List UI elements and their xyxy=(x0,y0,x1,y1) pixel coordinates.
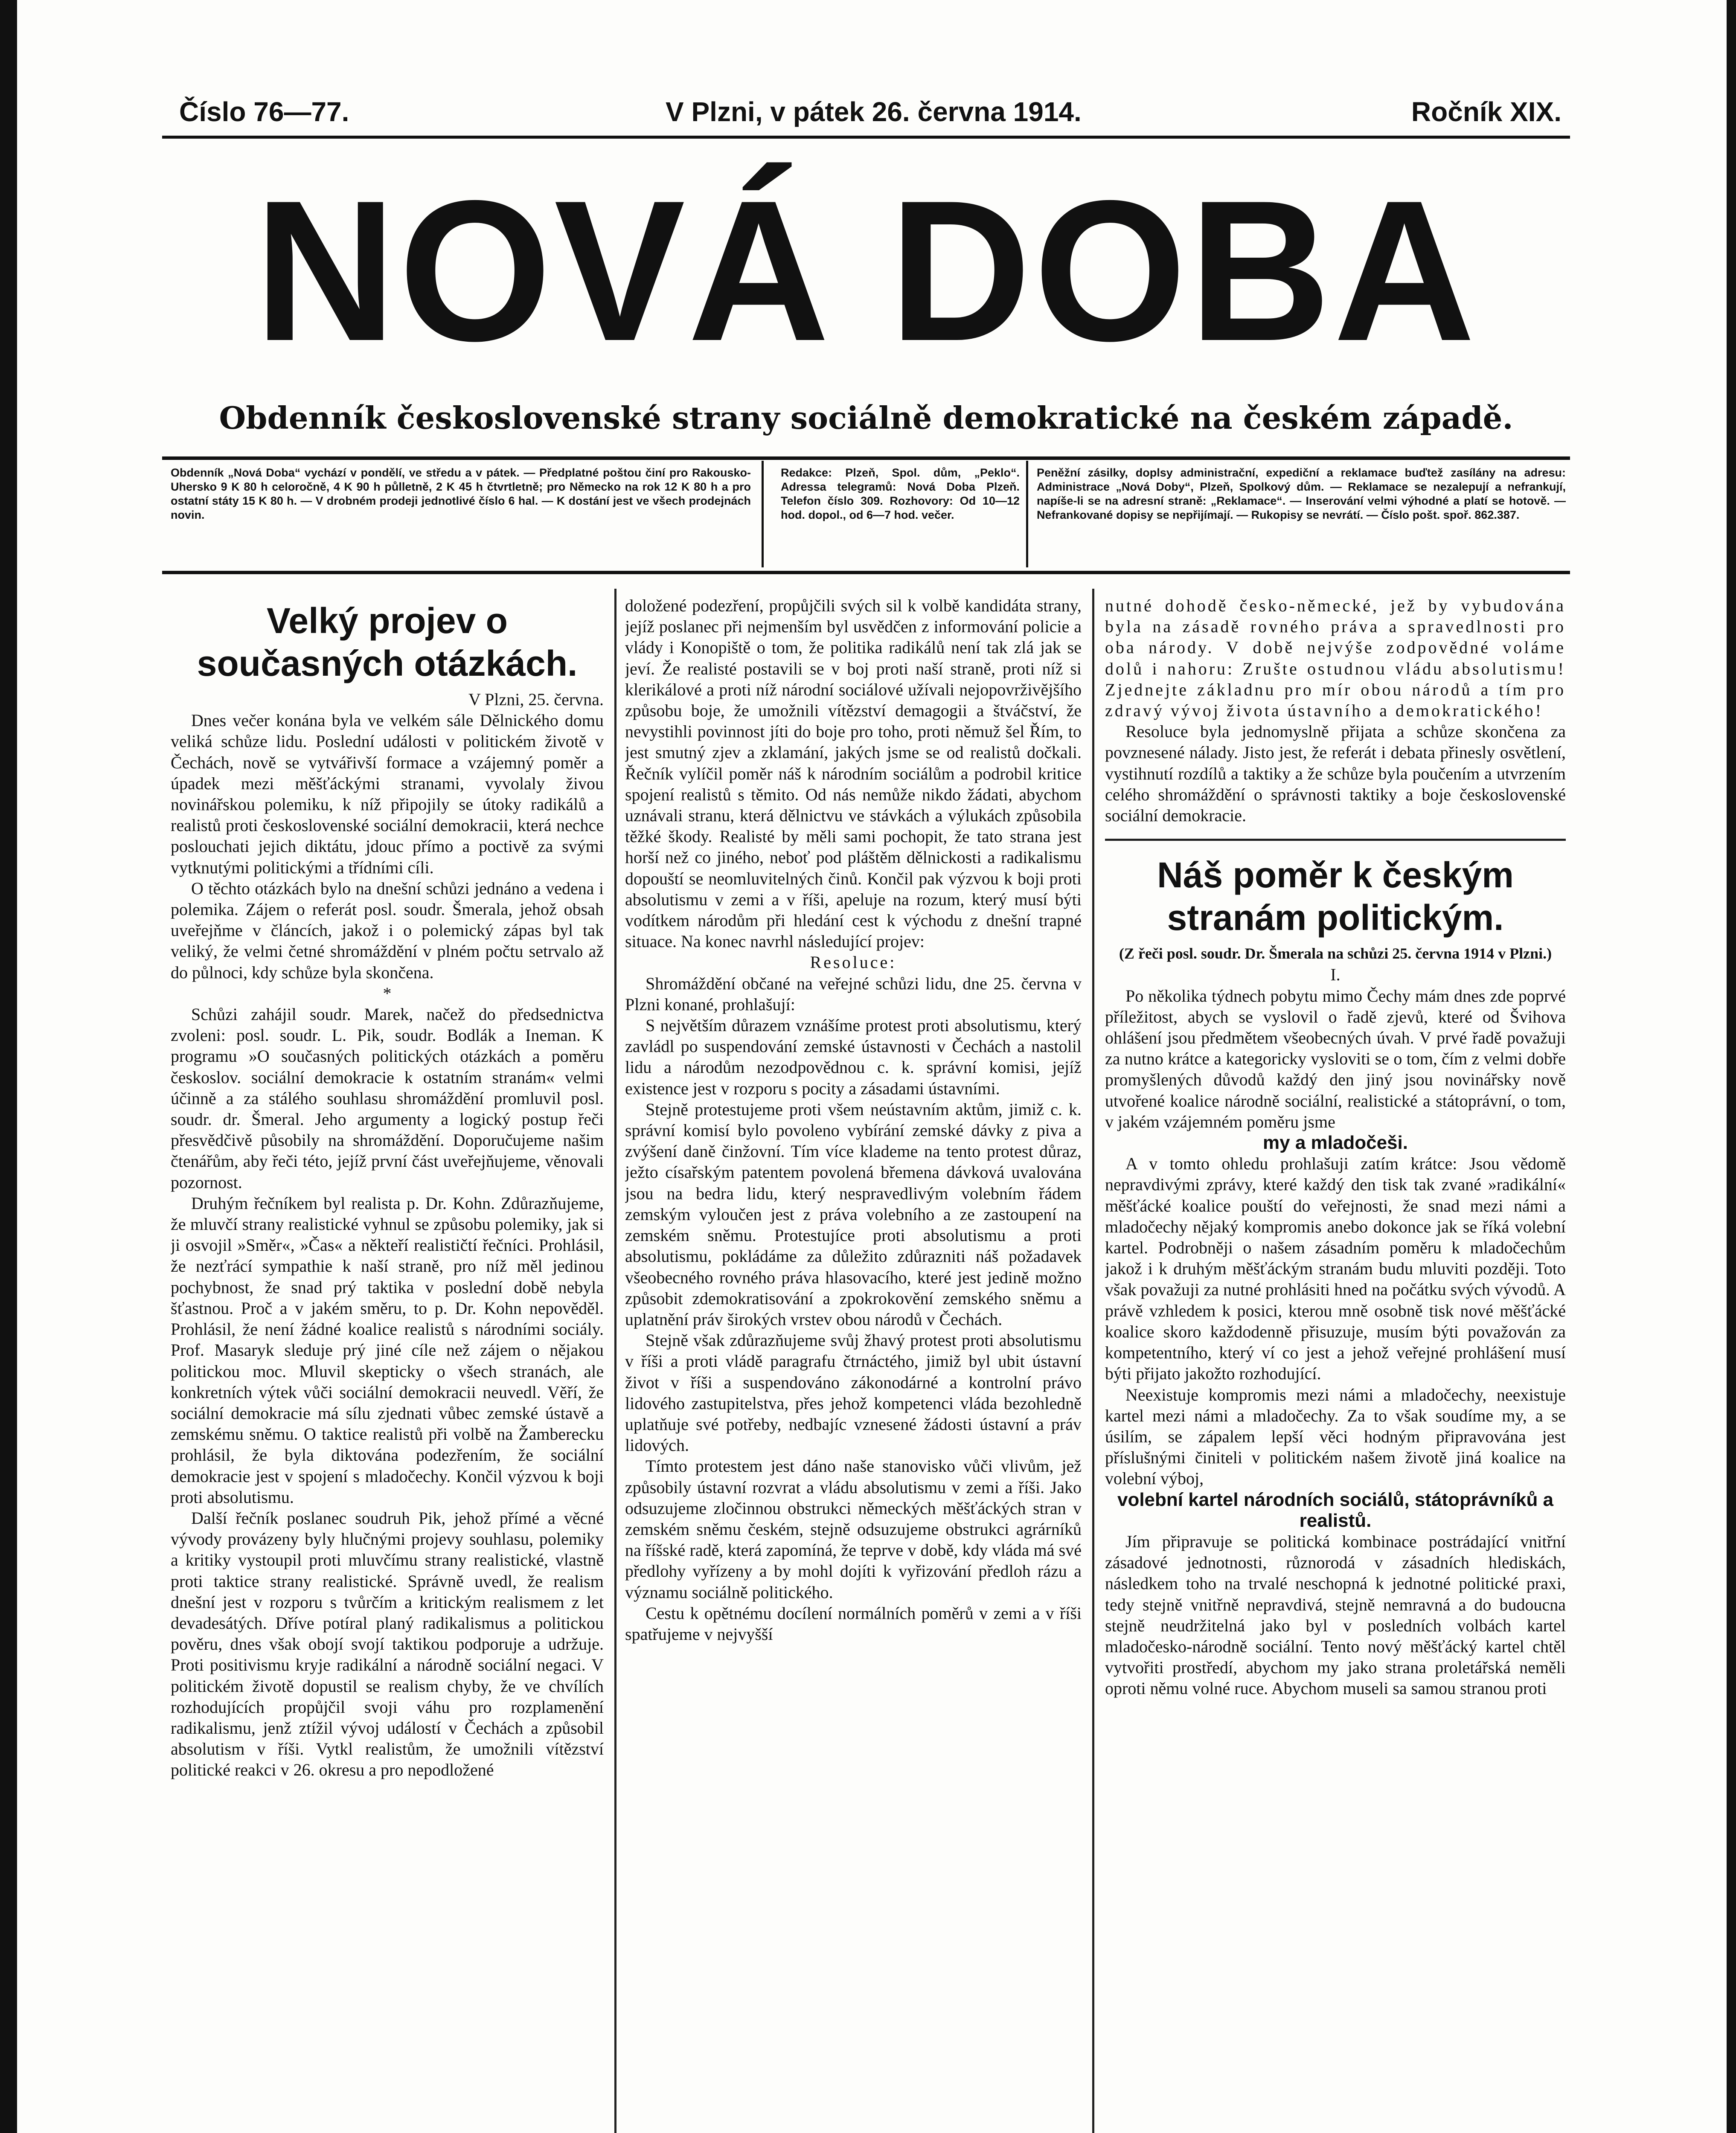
article-byline: (Z řeči posl. soudr. Dr. Šmerala na schůzi 25. června 1914 v Plzni.) xyxy=(1119,945,1552,962)
paragraph: Shromáždění občané na veřejné schůzi lidu, dne 25. června v Plzni konané, prohlašují: xyxy=(625,974,1082,1014)
paragraph: Další řečník poslanec soudruh Pik, jehož přímé a věcné vývody provázeny byly hlučnými projevy souhlasu, polemiky a kritiky vystoupil proti mluvčímu strany realistické, vlastně proti taktice strany realistické. Správně uvedl, že realism dnešní jest v rozporu s tvůrčím a kritickým realismem z let devadesátých. Dříve potíral planý radikalismus a politickou pověru, dnes však obojí svojí taktikou podporuje a udržuje. Proti positivismu kryje radikální a národně sociální negaci. V politickém životě dopustil se realism chyby, že ve chvílích rozhodujících propůjčil svoji váhu pro rozplamenění radikalismu, jenž ztížil vývoj událostí v Čechách a způsobil absolutism v říši. Vytkl realistům, že umožnili vítězství politické reakci v 26. okresu a pro nepodložené xyxy=(171,1508,604,1780)
scan-border-left xyxy=(0,0,17,2133)
article-title-1: Velký projev o současných otázkách. xyxy=(197,601,578,683)
payment-info: Peněžní zásilky, doplsy administrační, expediční a reklamace buďtež zasílány na adresu: Administrace „Nová Doby“, Plzeň, Spolkový dům. — Reklamace se nezalepují a nefrankují, napíše-li se na adresní straně: „Reklamace“. — Inserování velmi výhodné a platí se hotově. — Nefrankované dopisy se nepřijímají. — Rukopisy se nevrátí. — Číslo pošt. spoř. 862.387. xyxy=(1037,466,1566,521)
paragraph: nutné dohodě česko-německé, jež by vybudována byla na zásadě rovného práva a spravedlnosti pro oba národy. V době nejvýše zodpovědné voláme dolů i nahoru: Zrušte ostudnou vládu absolutismu! Zjednejte základnu pro mír obou národů a tím pro zdravý vývoj života ústavního a demokratického! xyxy=(1105,596,1566,721)
paragraph: doložené podezření, propůjčili svých sil k volbě kandidáta strany, jejíž poslanec při nejmenším byl usvědčen z informování policie a vlády i Konopiště o tom, že politika radikálů není tak zlá jak se jeví. Že realisté postavili se v boj proti naší straně, proti níž si klerikálové a proti níž národní sociálové užívali nejopovrživějšího způsobu boje, že umožnili vítězství demagogii a štváčství, že nevystihli povinnost jíti do boje pro toho, proti němuž šel Řím, to jest smutný zjev a zklamání, jakých jsme se od realistů dočkali. Řečník vylíčil poměr náš k národním sociálům a podrobil kritice spojení realistů s těmito. Od nás nemůže nikdo žádati, abychom uznávali stranu, která dělnictvu ve stávkách a výlukách způsobila těžké škody. Realisté by měli sami pochopit, že tato strana jest horší než co jiného, neboť pod pláštěm dělnickosti a radikalismu dopouští se neomluvitelných činů. Končil pak výzvou k boji proti absolutismu v zemi a v říši, apeluje na rozum, který musí býti vodítkem národům při hledání cest k východu z dnešní trapné situace. Na konec navrhl následující projev: xyxy=(625,596,1082,951)
masthead-title: NOVÁ DOBA xyxy=(254,159,1478,383)
paragraph: Dnes večer konána byla ve velkém sále Dělnického domu veliká schůze lidu. Poslední události v politickém životě v Čechách, nově se vytvářivší formace a vzájemný poměr a úpadek mezi měšťáckými stranami, vyvolaly živou novinářskou polemiku, k níž připojily se útoky radikálů a realistů proti československé sociální demokracii, která nechce poslouchati jejich diktátu, jdouc přímo a poctivě za svými vytknutými politickými a třídními cíli. xyxy=(171,711,604,877)
paragraph: Schůzi zahájil soudr. Marek, načež do předsednictva zvoleni: posl. soudr. L. Pik, soudr. Bodlák a Ineman. K programu »O současných politických otázkách a poměru českoslov. sociální demokracie k ostatním stranám« velmi účinně a za stálého souhlasu shromáždění promluvil posl. soudr. dr. Šmeral. Jeho argumenty a logický postup řeči přesvědčivě působily na shromáždění. Doporučujeme našim čtenářům, aby řeči této, jejíž první část uveřejňujeme, věnovali pozornost. xyxy=(171,1005,604,1192)
article-title-2: Náš poměr k českým stranám politickým. xyxy=(1157,855,1514,938)
info-divider-1 xyxy=(762,461,764,567)
paragraph: Neexistuje kompromis mezi námi a mladočechy, neexistuje kartel mezi námi a mladočechy. Za to však soudíme my, a se úsilím, se zápalem lepší věci hodným připravována jest příslušnými činiteli v politickém našem životě jiná koalice na volební výboj, xyxy=(1105,1385,1566,1488)
column-rule-1 xyxy=(614,589,616,2133)
info-divider-2 xyxy=(1026,461,1028,567)
subheading: volební kartel národních sociálů, státoprávníků a realistů. xyxy=(1117,1489,1554,1531)
paragraph: Druhým řečníkem byl realista p. Dr. Kohn. Zdůrazňujeme, že mluvčí strany realistické vyhnul se způsobu polemiky, jak si ji osvojil »Směr«, »Čas« a někteří realističtí řečníci. Prohlásil, že nezťrácí sympathie k naší straně, pro níž měl jedinou pochybnost, že snad prý taktika v poslední době nebyla šťastnou. Proč a v jakém směru, to p. Dr. Kohn nepověděl. Prohlásil, že není žádné koalice realistů s národními sociály. Prof. Masaryk sleduje prý jiné cíle než zájem o nějakou politickou moc. Mluvil skepticky o všech stranách, ale konkretních výtek vůči sociální demokracii neuvedl. Věří, že sociální demokracie má sílu zjednati vůbec zemské ústavě a zemskému sněmu. O taktice realistů při volbě na Žamberecku prohlásil, že byla diktována podezřením, že sociální demokracie jest v spojení s mladočechy. Končil výzvou k boji proti absolutismu. xyxy=(171,1193,604,1507)
article-dateline: V Plzni, 25. června. xyxy=(468,690,604,709)
volume-number: Ročník XIX. xyxy=(1411,96,1562,127)
column-3 xyxy=(1105,595,1566,2133)
paragraph: Tímto protestem jest dáno naše stanovisko vůči vlivům, jež způsobily ústavní rozvrat a vládu absolutismu v zemi a říši. Jako odsuzujeme zločinnou obstrukci německých měšťáckých stran v zemském sněmu českém, stejně odsuzujeme obstrukci agrárníků na říšské radě, která zapomíná, že teprve v době, kdy vláda má své předlohy vyřízeny a by mohl dojíti k vyřizování předloh rázu a významu sociálně politického. xyxy=(625,1456,1082,1602)
header-rule xyxy=(162,136,1570,139)
info-top-rule xyxy=(162,456,1570,460)
issue-number: Číslo 76—77. xyxy=(179,96,349,127)
paragraph: Resoluce byla jednomyslně přijata a schůze skončena za povznesené nálady. Jisto jest, že referát i debata přinesly osvětlení, vystihnutí rozdílů a taktiky a že schůze byla poučením a utvrzením celého shromáždění o správnosti taktiky a boje československé sociální demokracie. xyxy=(1105,722,1566,825)
issue-header xyxy=(179,96,1562,134)
scan-border-right xyxy=(1727,0,1736,2133)
editorial-info: Redakce: Plzeň, Spol. dům, „Peklo“. Adressa telegramů: Nová Doba Plzeň. Telefon číslo 309. Rozhovory: Od 10—12 hod. dopol., od 6—7 hod. večer. xyxy=(781,466,1020,521)
paragraph: Stejně však zdůrazňujeme svůj žhavý protest proti absolutismu v říši a proti vládě paragrafu čtrnáctého, jimiž byl ubit ústavní život v říši a suspendováno zákonodárné a kontrolní právo lidového zastupitelstva, přes jehož kompetenci vláda bezohledně uplatňuje své potřeby, nedbajíc vznesené žádosti ústavní a práv lidových. xyxy=(625,1331,1082,1455)
column-2 xyxy=(625,595,1082,2133)
paragraph: S největším důrazem vznášíme protest proti absolutismu, který zavládl po suspendování zemské ústavnosti v Čechách a nastolil lidu a národům nezodpovědnou c. k. správní komisi, jejíž existence jest v rozporu s pocity a zásadami ústavními. xyxy=(625,1016,1082,1098)
article-divider xyxy=(1105,826,1566,841)
resolution-heading: Resoluce: xyxy=(810,953,897,972)
paragraph: Stejně protestujeme proti všem neústavním aktům, jimiž c. k. správní komisí bylo povoleno vybírání zemské dávky z piva a zvýšení daně činžovní. Tím více klademe na tento protest důraz, ježto císařským patentem povolená břemena dávková uvalována jsou na bedra lidu, který nespravedlivým volebním řádem zemským vyloučen jest z práva volebního a ze zastoupení na zemském sněmu. Protestujíce proti absolutismu a proti absolutismu, pokládáme za důležito zdůrazniti náš požadavek všeobecného rovného práva hlasovacího, které jest jedině možno způsobit zdemokratisování a zpokrokovění zemského sněmu a uplatnění práv širokých vrstev obou národů v Čechách. xyxy=(625,1099,1082,1329)
paragraph: O těchto otázkách bylo na dnešní schůzi jednáno a vedena i polemika. Zájem o referát posl. soudr. Šmerala, jehož obsah uveřejňme v článcích, jakož i o polemický zápas byl tak veliký, že velmi četné shromáždění v plném počtu setrvalo až do půlnoci, kdy schůze byla skončena. xyxy=(171,878,604,982)
section-number: I. xyxy=(1330,965,1341,985)
paragraph: Jím připravuje se politická kombinace postrádající vnitřní zásadové jednotnosti, různorodá v zásadních hlediskách, následkem toho na trvalé neschopná k jednotné politické praxi, tedy stejně vnitřně nepravdivá, stejně nemravná a do budoucna stejně neudržitelná jako byl v posledních volbách kartel mladočesko-národně sociální. Tento nový měšťácký kartel chtěl vytvořiti prostředí, abychom my jako strana proletářská neměli oproti němu volné ruce. Abychom museli sa samou stranou proti xyxy=(1105,1531,1566,1698)
place-date: V Plzni, v pátek 26. června 1914. xyxy=(666,96,1082,127)
paragraph: A v tomto ohledu prohlašuji zatím krátce: Jsou vědomě nepravdivými zprávy, které každý den tisk tak zvané »radikální« měšťácké koalice pouští do veřejnosti, že snad mezi námi a mladočechy nějaký kompromis anebo dokonce jak se říká volební kartel. Podrobněji o našem zásadním poměru k mladočechům jakož i k druhým měšťáckým stranám budu mluviti později. Toto však považuji za nutné prohlásiti hned na počátku svých vývodů. A právě vzhledem k posici, kterou mně osobně tisk nové měšťácké koalice skoro každodenně přisuzuje, musím býti považován za kompetentního, který ví co jest a jehož veřejné prohlášení musí býti přijato jakožto rozhodující. xyxy=(1105,1154,1566,1383)
info-bottom-rule xyxy=(162,571,1570,574)
column-1 xyxy=(171,599,604,2133)
masthead-subtitle: Obdenník československé strany sociálně demokratické na českém západě. xyxy=(219,400,1513,436)
subscription-info: Obdenník „Nová Doba“ vychází v pondělí, ve středu a v pátek. — Předplatné poštou činí pro Rakousko-Uhersko 9 K 80 h celoročně, 4 K 90 h půlletně, 2 K 45 h čtvrtletně; pro Německo na rok 12 K 80 h a pro ostatní státy 15 K 80 h. — V drobném prodeji jednotlivé číslo 6 hal. — K dostání jest ve všech prodejnách novin. xyxy=(171,466,751,521)
column-rule-2 xyxy=(1092,589,1094,2133)
paragraph: Cestu k opětnému docílení normálních poměrů v zemi a v říši spatřujeme v nejvyšší xyxy=(625,1603,1082,1644)
paragraph: Po několika týdnech pobytu mimo Čechy mám dnes zde poprvé příležitost, abych se vyslovil o řadě zjevů, které od Švihova ohlášení jsou předmětem všeobecných úvah. V prvé řadě považuji za nutno krátce a kategoricky vysloviti se o tom, čím z velmi dobře promyšlených důvodů každý den jiný jsou novinářsky nově utvořené koalice národně sociální, realistické a státoprávní, o tom, v jakém vzájemném poměru jsme xyxy=(1105,986,1566,1131)
subheading: my a mladočeši. xyxy=(1263,1132,1408,1154)
section-separator: * xyxy=(383,983,392,1003)
